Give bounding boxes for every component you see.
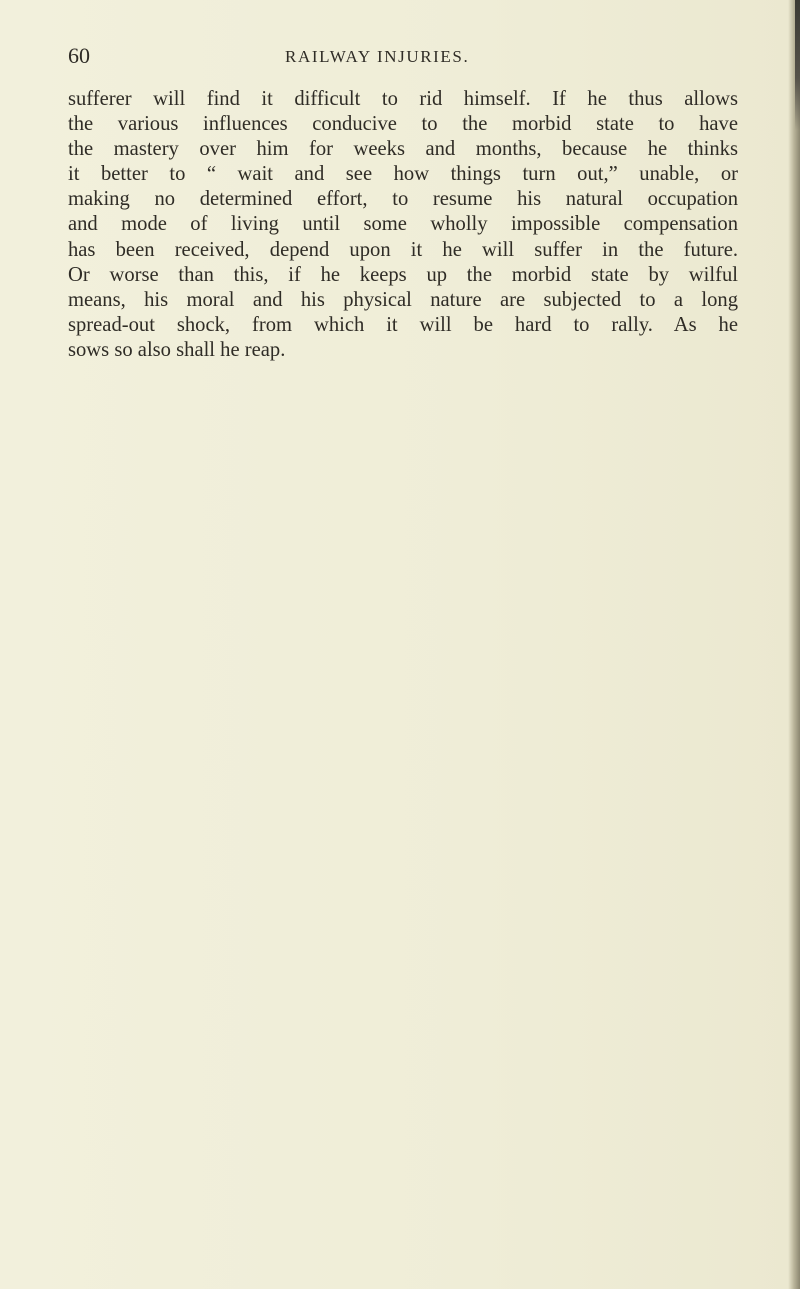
text-line: Or worse than this, if he keeps up the morbid state by wilful: [68, 263, 738, 286]
page-header: [68, 43, 740, 73]
text-line-last: sows so also shall he reap.: [68, 338, 286, 361]
page-edge-shadow: [788, 0, 800, 1289]
text-line: spread-out shock, from which it will be hard to rally. As he: [68, 313, 738, 336]
text-line: the various influences conducive to the morbid state to have: [68, 113, 738, 136]
text-line: the mastery over him for weeks and months, because he thinks: [68, 138, 738, 161]
text-line: has been received, depend upon it he will suffer in the future.: [68, 238, 738, 261]
text-line: it better to “ wait and see how things turn out,” unable, or: [68, 163, 738, 186]
page-number: 60: [68, 43, 90, 68]
text-line: and mode of living until some wholly impossible compensation: [68, 213, 738, 236]
text-line: sufferer will find it difficult to rid himself. If he thus allows: [68, 88, 738, 110]
body-paragraph: [68, 87, 738, 363]
page-edge-dark: [795, 0, 800, 130]
running-head: RAILWAY INJURIES.: [285, 47, 470, 66]
text-line: means, his moral and his physical nature are subjected to a long: [68, 288, 738, 311]
text-line: making no determined effort, to resume his natural occupation: [68, 188, 738, 211]
